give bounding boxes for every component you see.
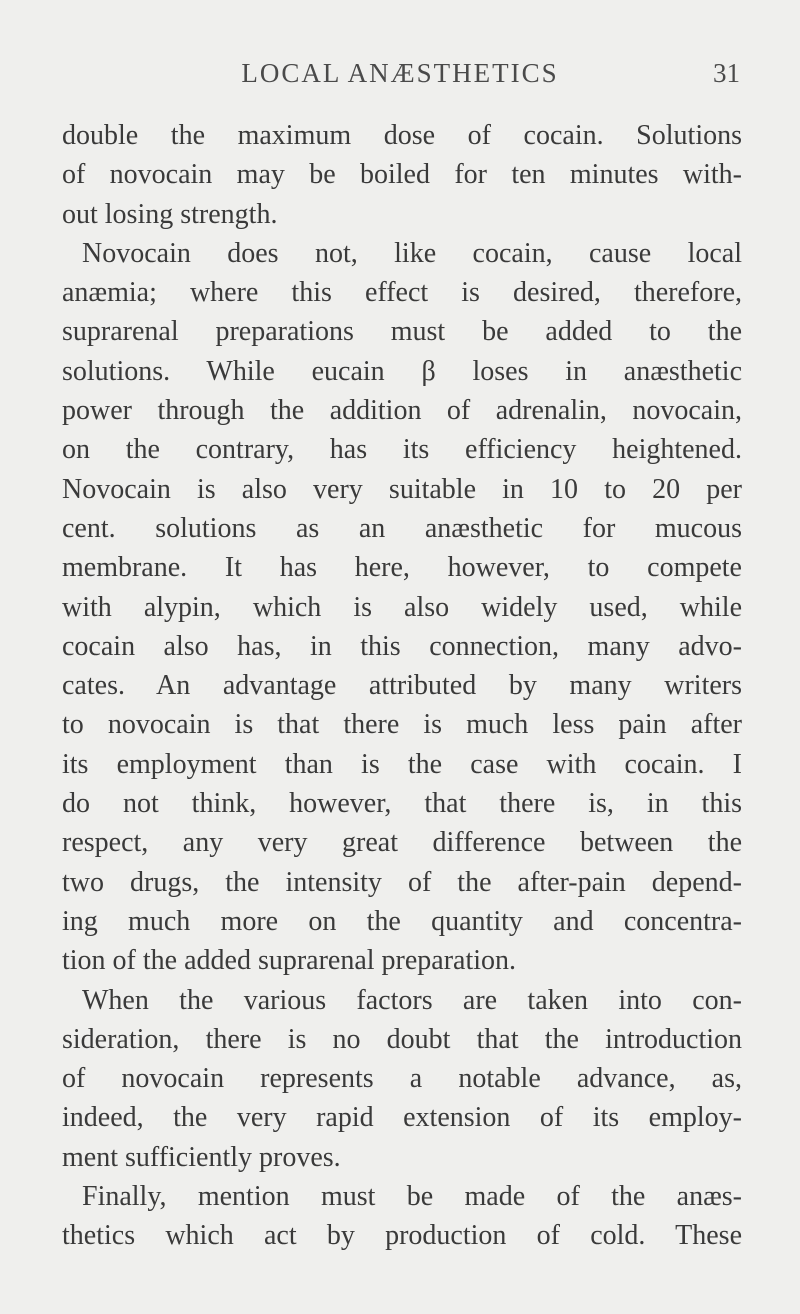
text-line: two drugs, the intensity of the after-pain depend- [62,866,742,898]
text-line: Novocain is also very suitable in 10 to 20 per [62,473,742,505]
text-line: membrane. It has here, however, to compete [62,552,742,584]
text-line: anæmia; where this effect is desired, therefore, [62,277,742,309]
text-line: ing much more on the quantity and concentra- [62,905,742,937]
text-line: indeed, the very rapid extension of its employ- [62,1102,742,1134]
text-line: out losing strength. [62,198,278,230]
text-line: with alypin, which is also widely used, while [62,591,742,623]
text-line: Novocain does not, like cocain, cause local [82,237,742,269]
running-head [0,58,800,98]
text-line: cocain also has, in this connection, many advo- [62,630,742,662]
text-line: cates. An advantage attributed by many writers [62,670,742,702]
text-line: When the various factors are taken into con- [82,984,742,1016]
text-line: suprarenal preparations must be added to the [62,316,742,348]
text-line: of novocain represents a notable advance, as, [62,1063,742,1095]
text-line: respect, any very great difference between the [62,827,742,859]
text-line: thetics which act by production of cold. These [62,1220,742,1252]
text-line: on the contrary, has its efficiency heightened. [62,434,742,466]
text-line: solutions. While eucain β loses in anæsthetic [62,355,742,387]
text-line: cent. solutions as an anæsthetic for mucous [62,512,742,544]
text-line: do not think, however, that there is, in this [62,788,742,820]
text-line: ment sufficiently proves. [62,1141,341,1173]
text-line: its employment than is the case with cocain. I [62,748,742,780]
body-text [62,116,742,1256]
text-line: Finally, mention must be made of the anæs- [82,1181,742,1213]
text-line: tion of the added suprarenal preparation. [62,945,517,977]
text-line: sideration, there is no doubt that the introduction [62,1023,742,1055]
page-number: 31 [713,58,740,88]
running-head-title: LOCAL ANÆSTHETICS [241,58,559,88]
text-line: of novocain may be boiled for ten minutes with- [62,159,742,191]
text-line: power through the addition of adrenalin, novocain, [62,395,742,427]
text-line: to novocain is that there is much less pain after [62,709,742,741]
text-line: double the maximum dose of cocain. Solutions [62,120,742,151]
